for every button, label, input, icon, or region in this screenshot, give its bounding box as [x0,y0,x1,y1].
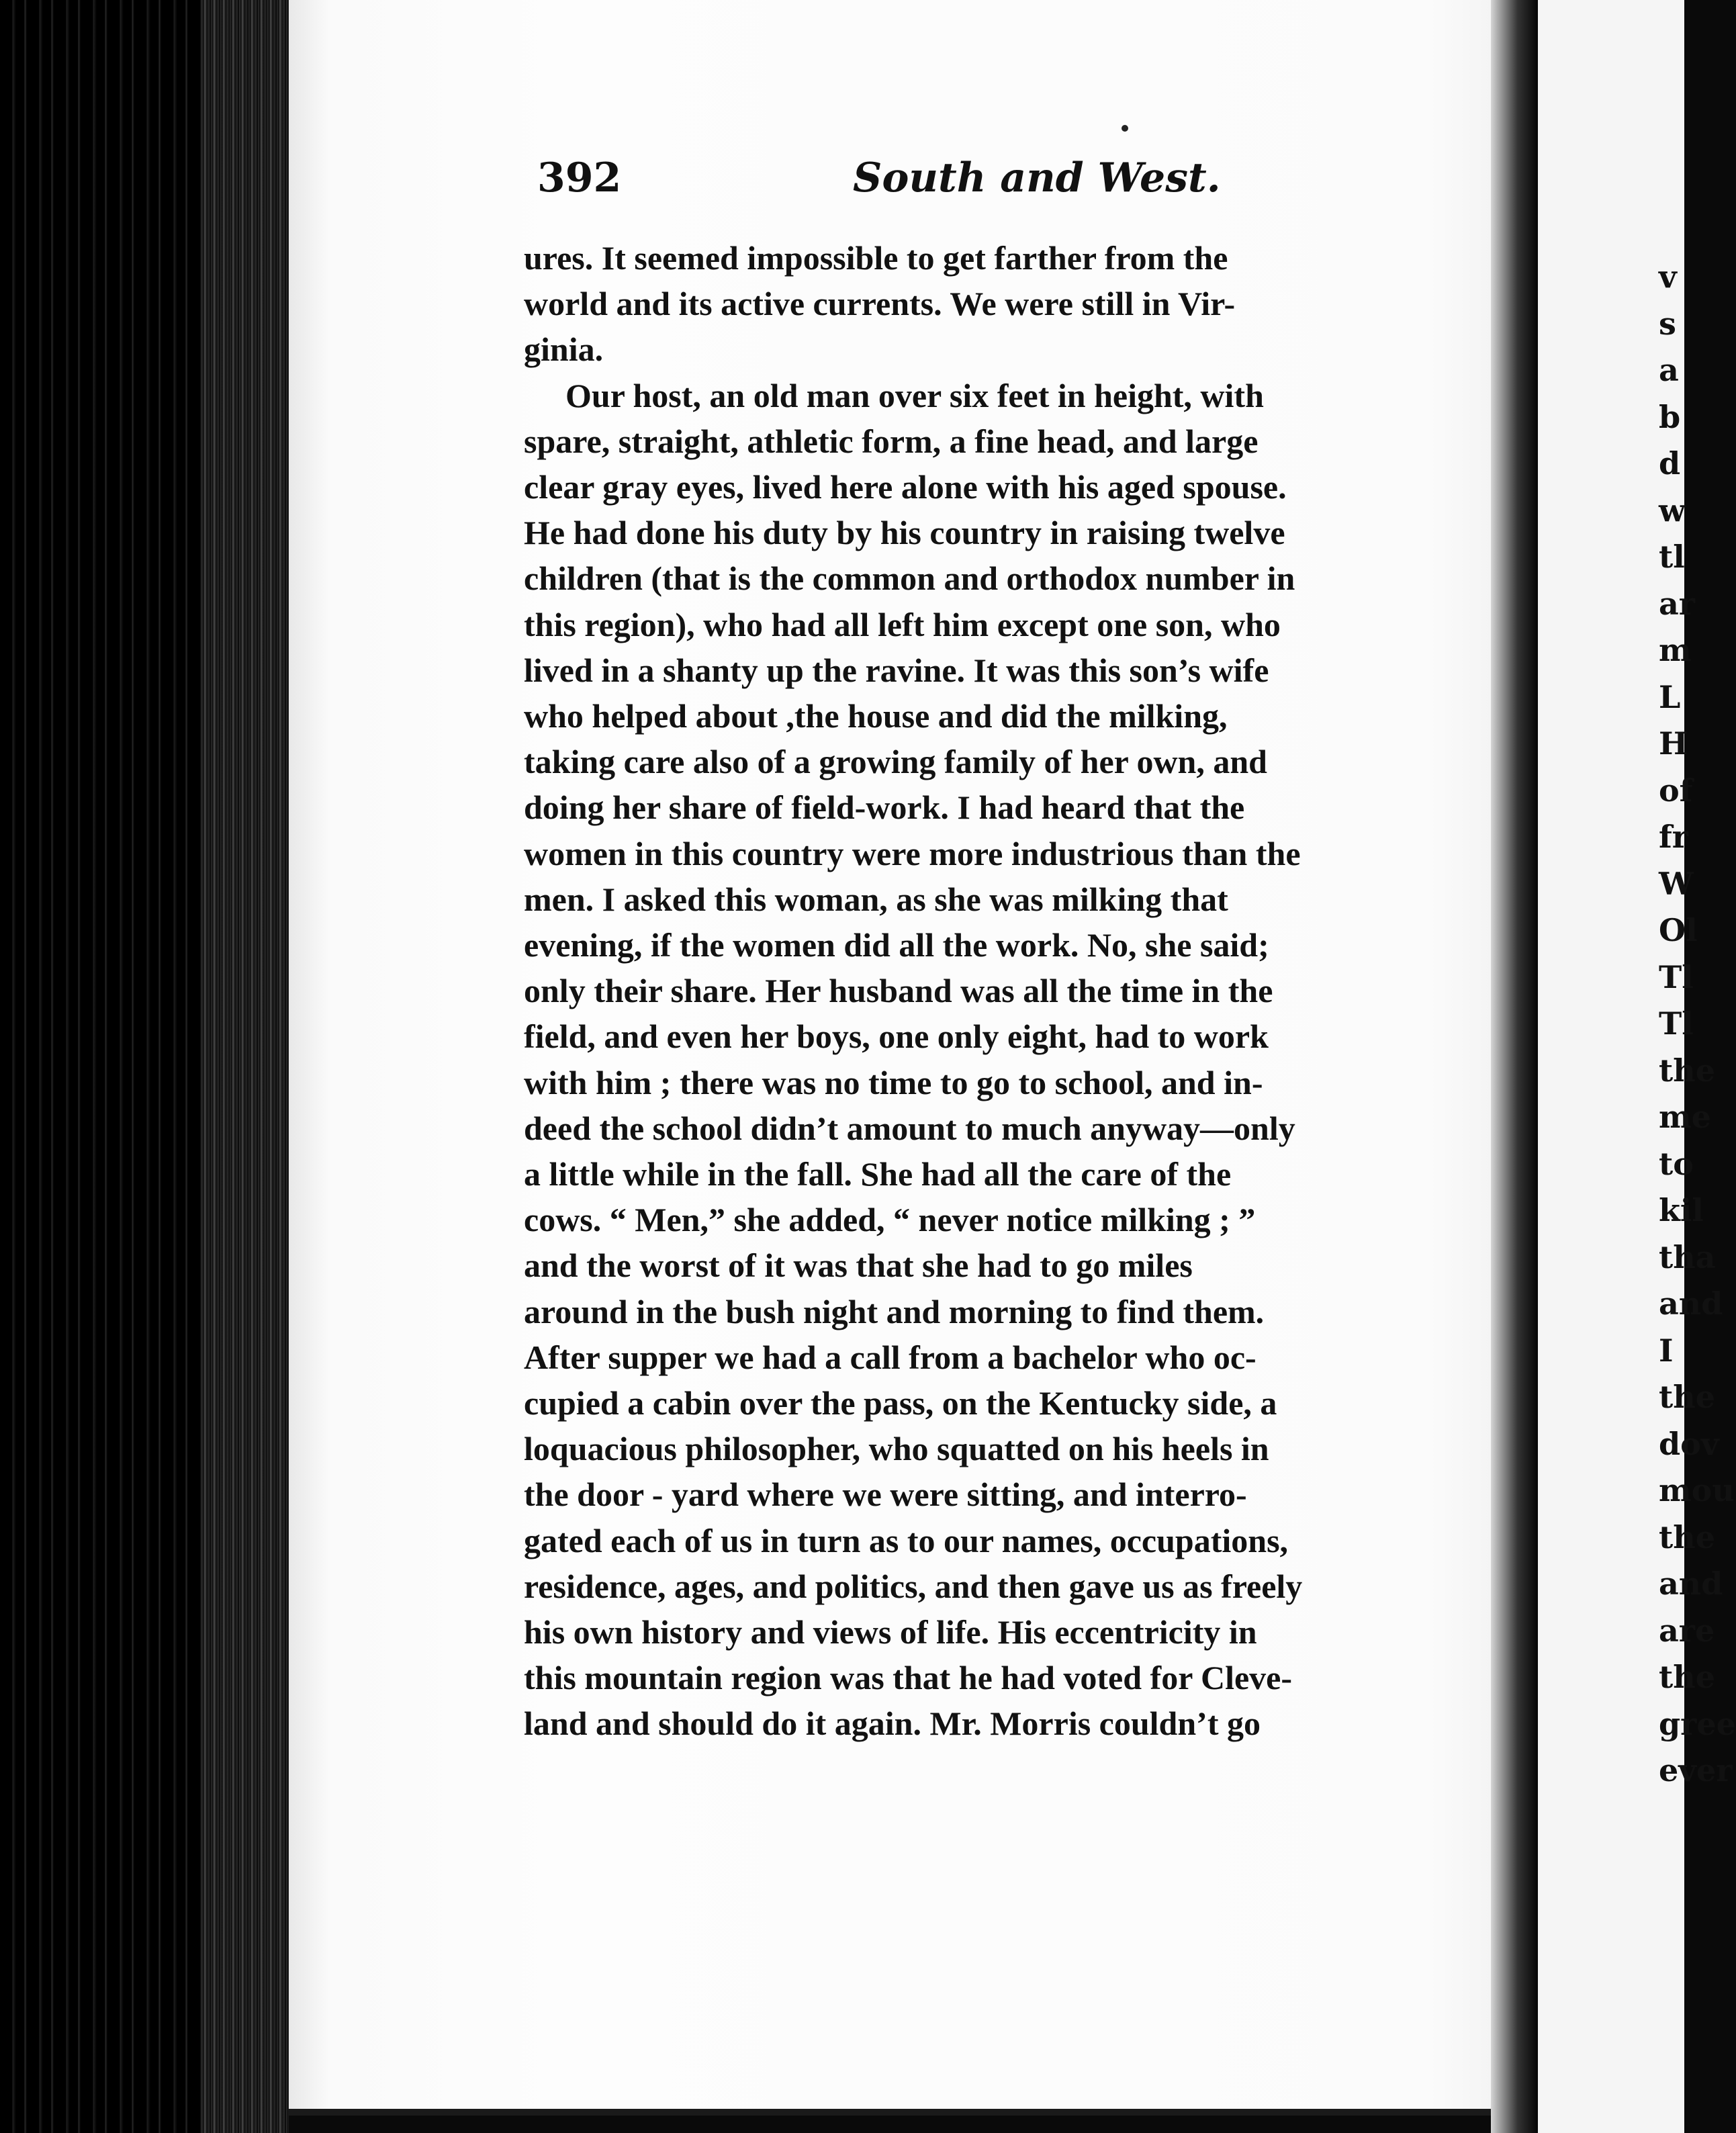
text-line: residence, ages, and politics, and then gave us as freely [524,1567,1303,1605]
text-line: cupied a cabin over the pass, on the Kentucky side, a [524,1384,1277,1422]
facing-fragment: are [1659,1612,1715,1649]
facing-fragment: the [1659,1518,1715,1555]
text-line: with him ; there was no time to go to school, and in- [524,1063,1263,1101]
facing-fragment: to [1659,1145,1694,1182]
text-line: deed the school didn’t amount to much anyway—only [524,1109,1295,1147]
text-line: the door - yard where we were sitting, and interro- [524,1476,1247,1514]
facing-fragment: the [1659,1659,1715,1695]
facing-fragment: s [1659,305,1676,342]
facing-fragment: I [1659,1332,1674,1369]
text-line: cows. “ Men,” she added, “ never notice milking ; ” [524,1201,1256,1239]
facing-fragment: ever [1659,1752,1733,1788]
page-edges [201,0,289,2133]
text-line: children (that is the common and orthodox number in [524,559,1295,598]
text-line: doing her share of field-work. I had heard that the [524,788,1245,827]
facing-fragment: L [1659,678,1681,715]
facing-fragment: Tl [1659,958,1694,995]
page-number: 392 [537,154,622,201]
facing-fragment: w [1659,492,1686,529]
facing-fragment: b [1659,398,1681,435]
text-line: this region), who had all left him except one son, who [524,605,1281,643]
facing-fragment: dov [1659,1425,1719,1462]
text-line: men. I asked this woman, as she was milking that [524,880,1228,918]
text-line: around in the bush night and morning to find them. [524,1292,1265,1330]
text-line: After supper we had a call from a bachelor who oc- [524,1338,1257,1376]
facing-fragment: m [1659,632,1692,668]
facing-fragment: v [1659,259,1677,295]
text-line: who helped about ,the house and did the milking, [524,697,1228,735]
text-line: taking care also of a growing family of her own, and [524,743,1267,781]
text-line: field, and even her boys, one only eight, had to work [524,1017,1269,1056]
text-line: gated each of us in turn as to our names, occupations, [524,1521,1289,1559]
text-line: spare, straight, athletic form, a fine head, and large [524,422,1259,460]
facing-fragment: and [1659,1285,1723,1322]
facing-fragment: d [1659,445,1681,482]
text-line: He had done his duty by his country in raising twelve [524,514,1285,552]
facing-fragment: a [1659,352,1679,388]
text-line: and the worst of it was that she had to go miles [524,1246,1193,1285]
facing-fragment: Ol [1659,912,1698,948]
facing-fragment: H [1659,725,1688,762]
facing-fragment: W [1659,865,1694,902]
text-line: world and its active currents. We were still in Vir- [524,285,1236,323]
text-line: women in this country were more industrious than the [524,834,1301,872]
facing-fragment: the [1659,1379,1715,1415]
facing-fragment: mou [1659,1472,1735,1508]
facing-fragment: kil [1659,1192,1704,1228]
text-line: a little while in the fall. She had all the care of the [524,1155,1232,1193]
text-line: his own history and views of life. His eccentricity in [524,1613,1257,1651]
facing-fragment: the [1659,1052,1715,1089]
facing-fragment: tl [1659,539,1685,575]
facing-fragment: fr [1659,819,1689,855]
book-gutter [1491,0,1538,2133]
facing-fragment: Tl [1659,1005,1694,1042]
facing-fragment: and [1659,1565,1723,1602]
text-line: ginia. [524,330,604,369]
text-line: evening, if the women did all the work. No, she said; [524,926,1269,964]
text-line: only their share. Her husband was all the time in the [524,972,1273,1010]
text-line: clear gray eyes, lived here alone with his aged spouse. [524,468,1287,506]
text-line: ures. It seemed impossible to get farther from the [524,239,1228,277]
facing-fragment: me [1659,1099,1711,1135]
text-line: lived in a shanty up the ravine. It was this son’s wife [524,651,1269,689]
page-header [537,154,1410,208]
text-line: Our host, an old man over six feet in height, with [565,376,1264,414]
facing-fragment: gree [1659,1705,1736,1742]
ink-dot [1122,125,1128,132]
text-line: land and should do it again. Mr. Morris couldn’t go [524,1705,1261,1743]
text-line: loquacious philosopher, who squatted on his heels in [524,1430,1269,1468]
facing-fragment: ar [1659,585,1696,622]
running-title: South and West. [853,154,1221,201]
text-line: this mountain region was that he had voted for Cleve- [524,1659,1293,1697]
facing-fragment: tha [1659,1238,1716,1275]
facing-fragment: of [1659,772,1693,809]
